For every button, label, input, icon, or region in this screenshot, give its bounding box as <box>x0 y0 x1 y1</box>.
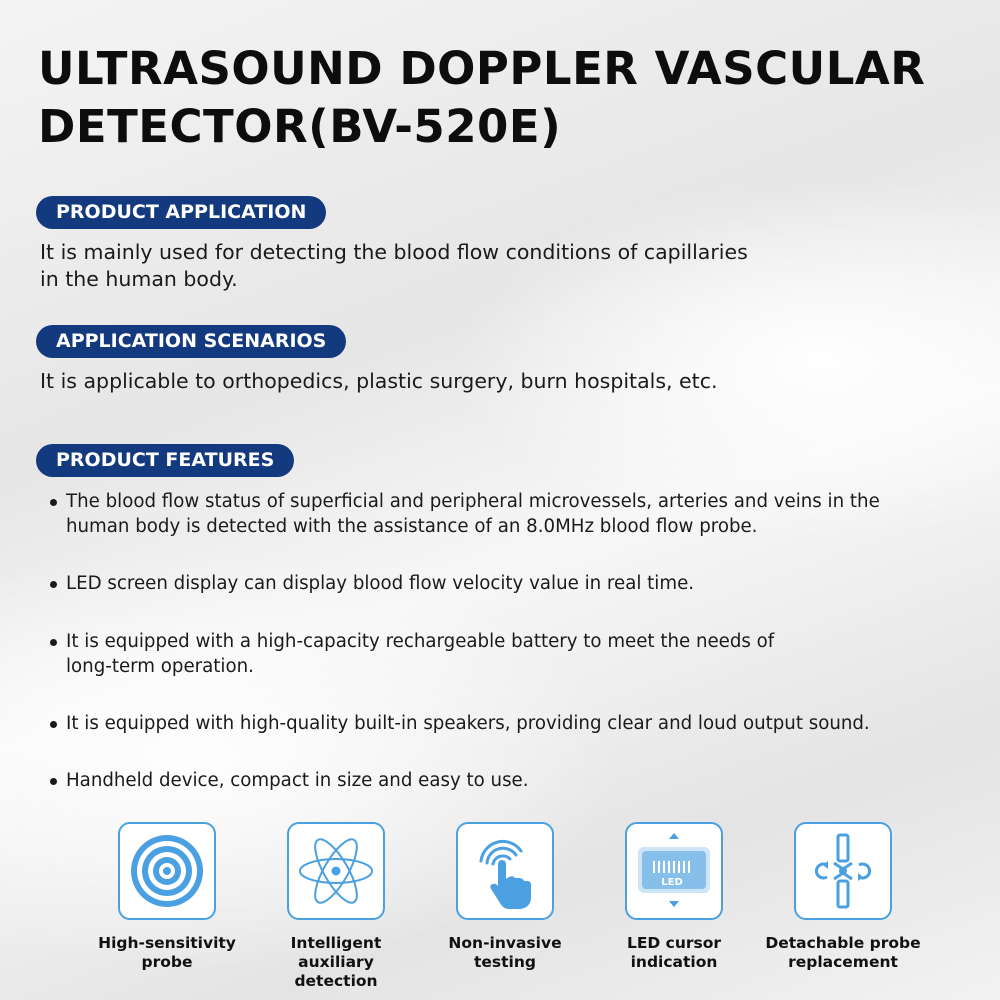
title-line-2: DETECTOR(BV-520E) <box>38 100 562 153</box>
target-rings-icon <box>128 832 206 910</box>
icon-tile <box>118 822 216 920</box>
feature-item: It is equipped with high-quality built-in speakers, providing clear and loud output sound. <box>50 711 985 736</box>
section-badge-product-features: PRODUCT FEATURES <box>36 444 294 477</box>
product-application-text <box>40 239 748 293</box>
icon-label: Intelligent auxiliary detection <box>290 934 382 990</box>
icon-tile <box>625 822 723 920</box>
icon-item-detachable-probe-replacement <box>758 822 928 972</box>
icon-label: High-sensitivity probe <box>98 934 236 971</box>
atom-icon <box>296 831 376 911</box>
icon-label: LED cursor indication <box>626 934 722 971</box>
icon-item-non-invasive-testing <box>420 822 590 972</box>
product-application-line-1: It is mainly used for detecting the blood flow conditions of capillaries <box>40 240 748 264</box>
led-screen-text: LED <box>661 877 683 888</box>
touch-hand-icon <box>465 831 545 911</box>
application-scenarios-text: It is applicable to orthopedics, plastic surgery, burn hospitals, etc. <box>40 369 718 393</box>
icon-tile <box>456 822 554 920</box>
feature-item: Handheld device, compact in size and easy to use. <box>50 768 985 793</box>
title-line-1: ULTRASOUND DOPPLER VASCULAR <box>38 42 926 95</box>
feature-item: It is equipped with a high-capacity rechargeable battery to meet the needs of long-term operation. <box>50 629 985 679</box>
detachable-probe-icon <box>803 831 883 911</box>
icon-label: Detachable probe replacement <box>765 934 921 971</box>
icon-label: Non-invasive testing <box>448 934 562 971</box>
section-badge-application-scenarios: APPLICATION SCENARIOS <box>36 325 346 358</box>
icon-tile <box>287 822 385 920</box>
product-application-line-2: in the human body. <box>40 267 238 291</box>
icon-item-intelligent-auxiliary-detection <box>251 822 421 991</box>
section-badge-product-application: PRODUCT APPLICATION <box>36 196 326 229</box>
feature-icons-row <box>0 822 1000 990</box>
led-screen-icon <box>632 829 716 913</box>
icon-tile <box>794 822 892 920</box>
feature-item: LED screen display can display blood flow velocity value in real time. <box>50 571 985 596</box>
features-list <box>50 489 985 793</box>
icon-item-led-cursor-indication <box>589 822 759 972</box>
feature-item: The blood flow status of superficial and peripheral microvessels, arteries and veins in the human body is detected with the assistance of an 8.0MHz blood flow probe. <box>50 489 985 539</box>
icon-item-high-sensitivity-probe <box>82 822 252 972</box>
page-title <box>38 40 968 156</box>
